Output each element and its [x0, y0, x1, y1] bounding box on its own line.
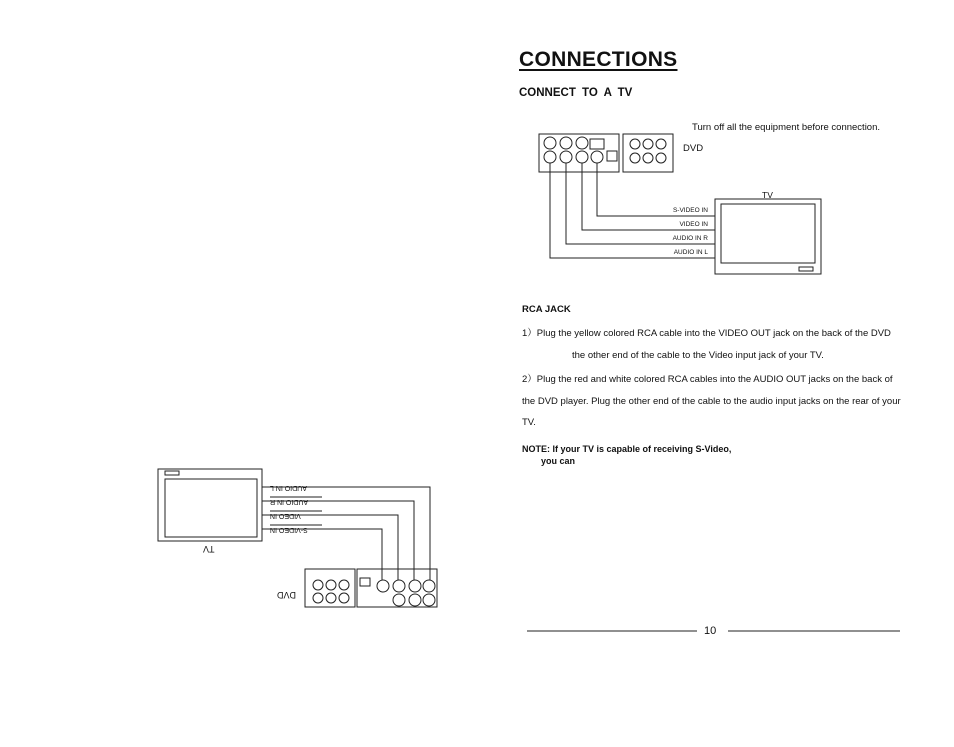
mirrored-dvd-label: DVD	[277, 590, 297, 600]
mirrored-signal-label: AUDIO IN R	[270, 498, 309, 505]
audio-out-l-jack	[544, 151, 556, 163]
mirrored-signal-label: VIDEO IN	[270, 512, 301, 519]
audio-in-l-label: AUDIO IN L	[673, 249, 708, 256]
mirrored-signal-label: AUDIO IN L	[270, 484, 307, 491]
mirrored-signal-label: S-VIDEO IN	[270, 526, 308, 533]
section-subtitle: CONNECT TO A TV	[519, 87, 633, 99]
dvd-label: DVD	[683, 143, 704, 154]
rca-step2-line1: 2）Plug the red and white colored RCA cables into the AUDIO OUT jacks on the back of	[522, 374, 893, 385]
audio-r-cable	[566, 163, 715, 244]
video-in-label: VIDEO IN	[679, 221, 708, 228]
rca-step2-line2: the DVD player. Plug the other end of the cable to the audio input jacks on the rear of your	[522, 396, 901, 407]
equipment-note: Turn off all the equipment before connection.	[692, 122, 881, 133]
video-out-jack	[576, 151, 588, 163]
tv-bezel-detail	[799, 267, 813, 271]
page-title: CONNECTIONS	[519, 48, 678, 71]
rca-step1-line2: the other end of the cable to the Video input jack of your TV.	[572, 350, 824, 361]
s-video-in-label: S-VIDEO IN	[672, 207, 708, 214]
page-number: 10	[704, 625, 717, 637]
tv-screen	[721, 204, 815, 263]
rca-step1-line1: 1）Plug the yellow colored RCA cable into the VIDEO OUT jack on the back of the DVD	[522, 328, 891, 339]
s-video-out-jack	[591, 151, 603, 163]
video-cable	[582, 163, 715, 230]
rca-jack-heading: RCA JACK	[522, 304, 571, 315]
note-line1: NOTE: If your TV is capable of receiving S-Video,	[522, 444, 732, 454]
audio-out-r-jack	[560, 151, 572, 163]
mirrored-tv-label: TV	[203, 544, 215, 554]
note-line2: you can	[541, 456, 576, 466]
rca-step2-line3: TV.	[522, 417, 536, 428]
tv-label: TV	[762, 190, 773, 200]
audio-in-r-label: AUDIO IN R	[672, 235, 708, 242]
